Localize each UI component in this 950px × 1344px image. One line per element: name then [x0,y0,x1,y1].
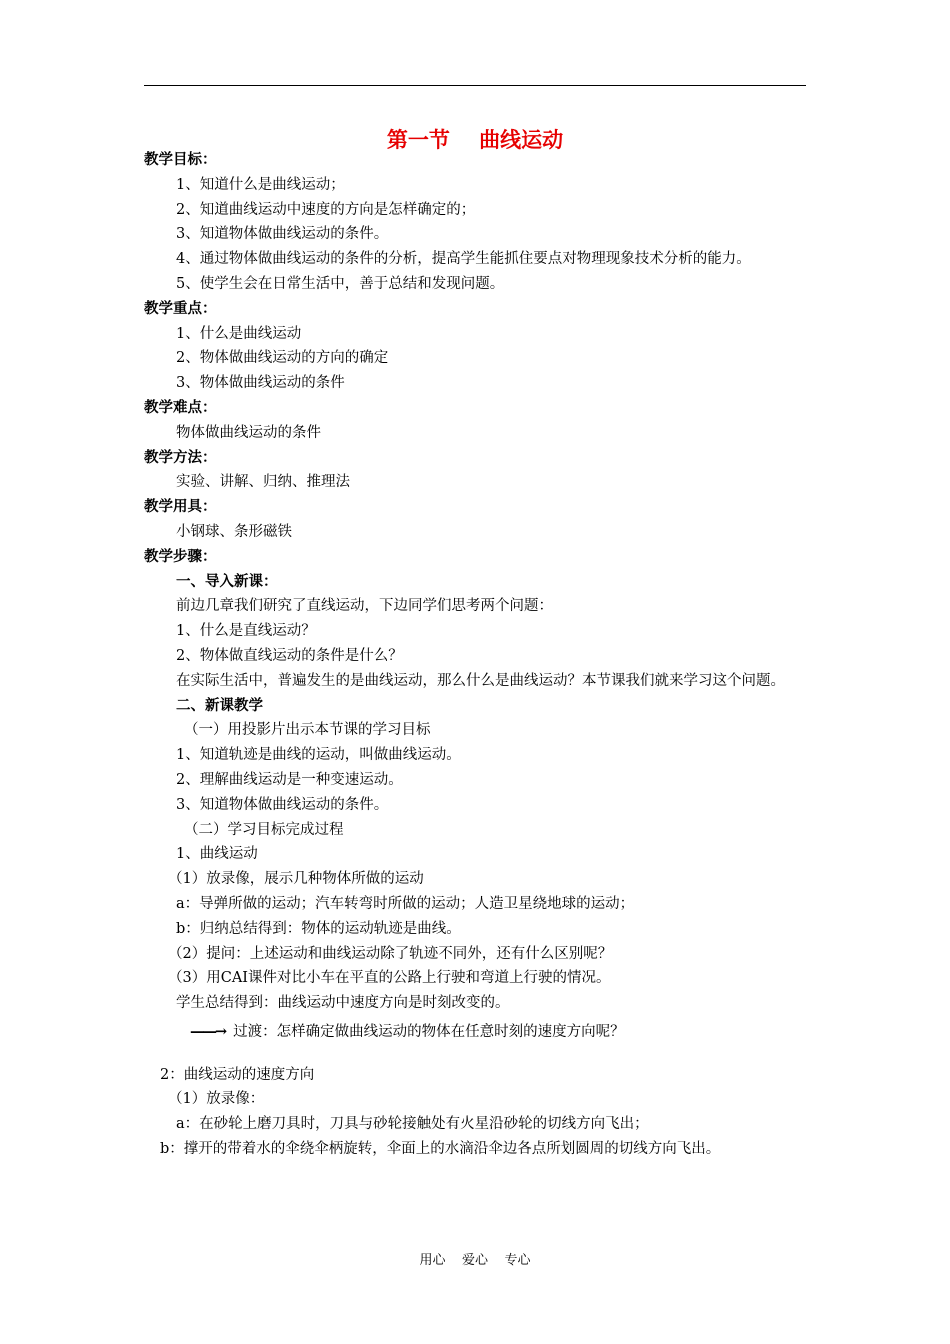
method-heading: 教学方法： [144,448,217,466]
part1-label: （一）用投影片出示本节课的学习目标 [184,722,431,739]
sub1-point: （2）提问：上述运动和曲线运动除了轨迹不同外，还有什么区别呢？ [168,945,613,962]
method-text: 实验、讲解、归纳、推理法 [176,474,350,491]
goal-item: 3、知道物体做曲线运动的条件。 [176,226,389,243]
tools-text: 小钢球、条形磁铁 [176,523,292,540]
sub1-point: （1）放录像，展示几种物体所做的运动 [168,871,424,888]
sub1-point: （3）用CAI课件对比小车在平直的公路上行驶和弯道上行驶的情况。 [168,970,611,987]
part1-item: 1、知道轨迹是曲线的运动，叫做曲线运动。 [176,747,461,764]
part1-item: 2、理解曲线运动是一种变速运动。 [176,771,403,788]
sub1-summary: 学生总结得到：曲线运动中速度方向是时刻改变的。 [176,995,510,1012]
intro-line: 前边几章我们研究了直线运动，下边同学们思考两个问题： [176,598,553,615]
goal-item: 5、使学生会在日常生活中，善于总结和发现问题。 [176,275,505,292]
sub1-a: a：导弹所做的运动；汽车转弯时所做的运动；人造卫星绕地球的运动； [176,895,635,912]
transition-line [144,1020,808,1045]
key-points-heading: 教学重点： [144,299,217,317]
key-point-item: 3、物体做曲线运动的条件 [176,375,345,392]
key-point-item: 1、什么是曲线运动 [176,325,302,342]
sub2-title: 2：曲线运动的速度方向 [160,1066,315,1083]
tools-heading: 教学用具： [144,498,217,516]
intro-line: 在实际生活中，普遍发生的是曲线运动，那么什么是曲线运动？本节课我们就来学习这个问题。 [176,672,785,689]
part2-label: （二）学习目标完成过程 [184,821,344,838]
difficulty-text: 物体做曲线运动的条件 [176,424,321,441]
intro-line: 1、什么是直线运动？ [176,623,316,640]
key-point-item: 2、物体做曲线运动的方向的确定 [176,350,389,367]
goal-item: 4、通过物体做曲线运动的条件的分析，提高学生能抓住要点对物理现象技术分析的能力。 [176,251,751,268]
header-rule [144,85,806,86]
sub1-b: b：归纳总结得到：物体的运动轨迹是曲线。 [176,920,461,937]
difficulty-heading: 教学难点： [144,398,217,416]
intro-line: 2、物体做直线运动的条件是什么？ [176,647,403,664]
goal-item: 1、知道什么是曲线运动； [176,176,345,193]
sub2-a: a：在砂轮上磨刀具时，刀具与砂轮接触处有火星沿砂轮的切线方向飞出； [176,1116,649,1133]
new-lesson-heading: 二、新课教学 [176,696,263,714]
document-body [144,148,808,1162]
goal-item: 2、知道曲线运动中速度的方向是怎样确定的； [176,201,476,218]
sub2-b: b：撑开的带着水的伞绕伞柄旋转，伞面上的水滴沿伞边各点所划圆周的切线方向飞出。 [160,1141,721,1158]
steps-heading: 教学步骤： [144,547,217,565]
arrow-icon: ——→ [190,1022,226,1040]
transition-text: 过渡：怎样确定做曲线运动的物体在任意时刻的速度方向呢？ [233,1023,625,1040]
sub1-title: 1、曲线运动 [176,846,258,863]
goals-heading: 教学目标： [144,151,217,168]
intro-heading: 一、导入新课： [176,572,278,590]
page-footer: 用心 爱心 专心 [419,1253,531,1268]
sub2-point: （1）放录像： [168,1091,265,1108]
part1-item: 3、知道物体做曲线运动的条件。 [176,796,389,813]
page-title: 第一节 曲线运动 [386,127,564,152]
